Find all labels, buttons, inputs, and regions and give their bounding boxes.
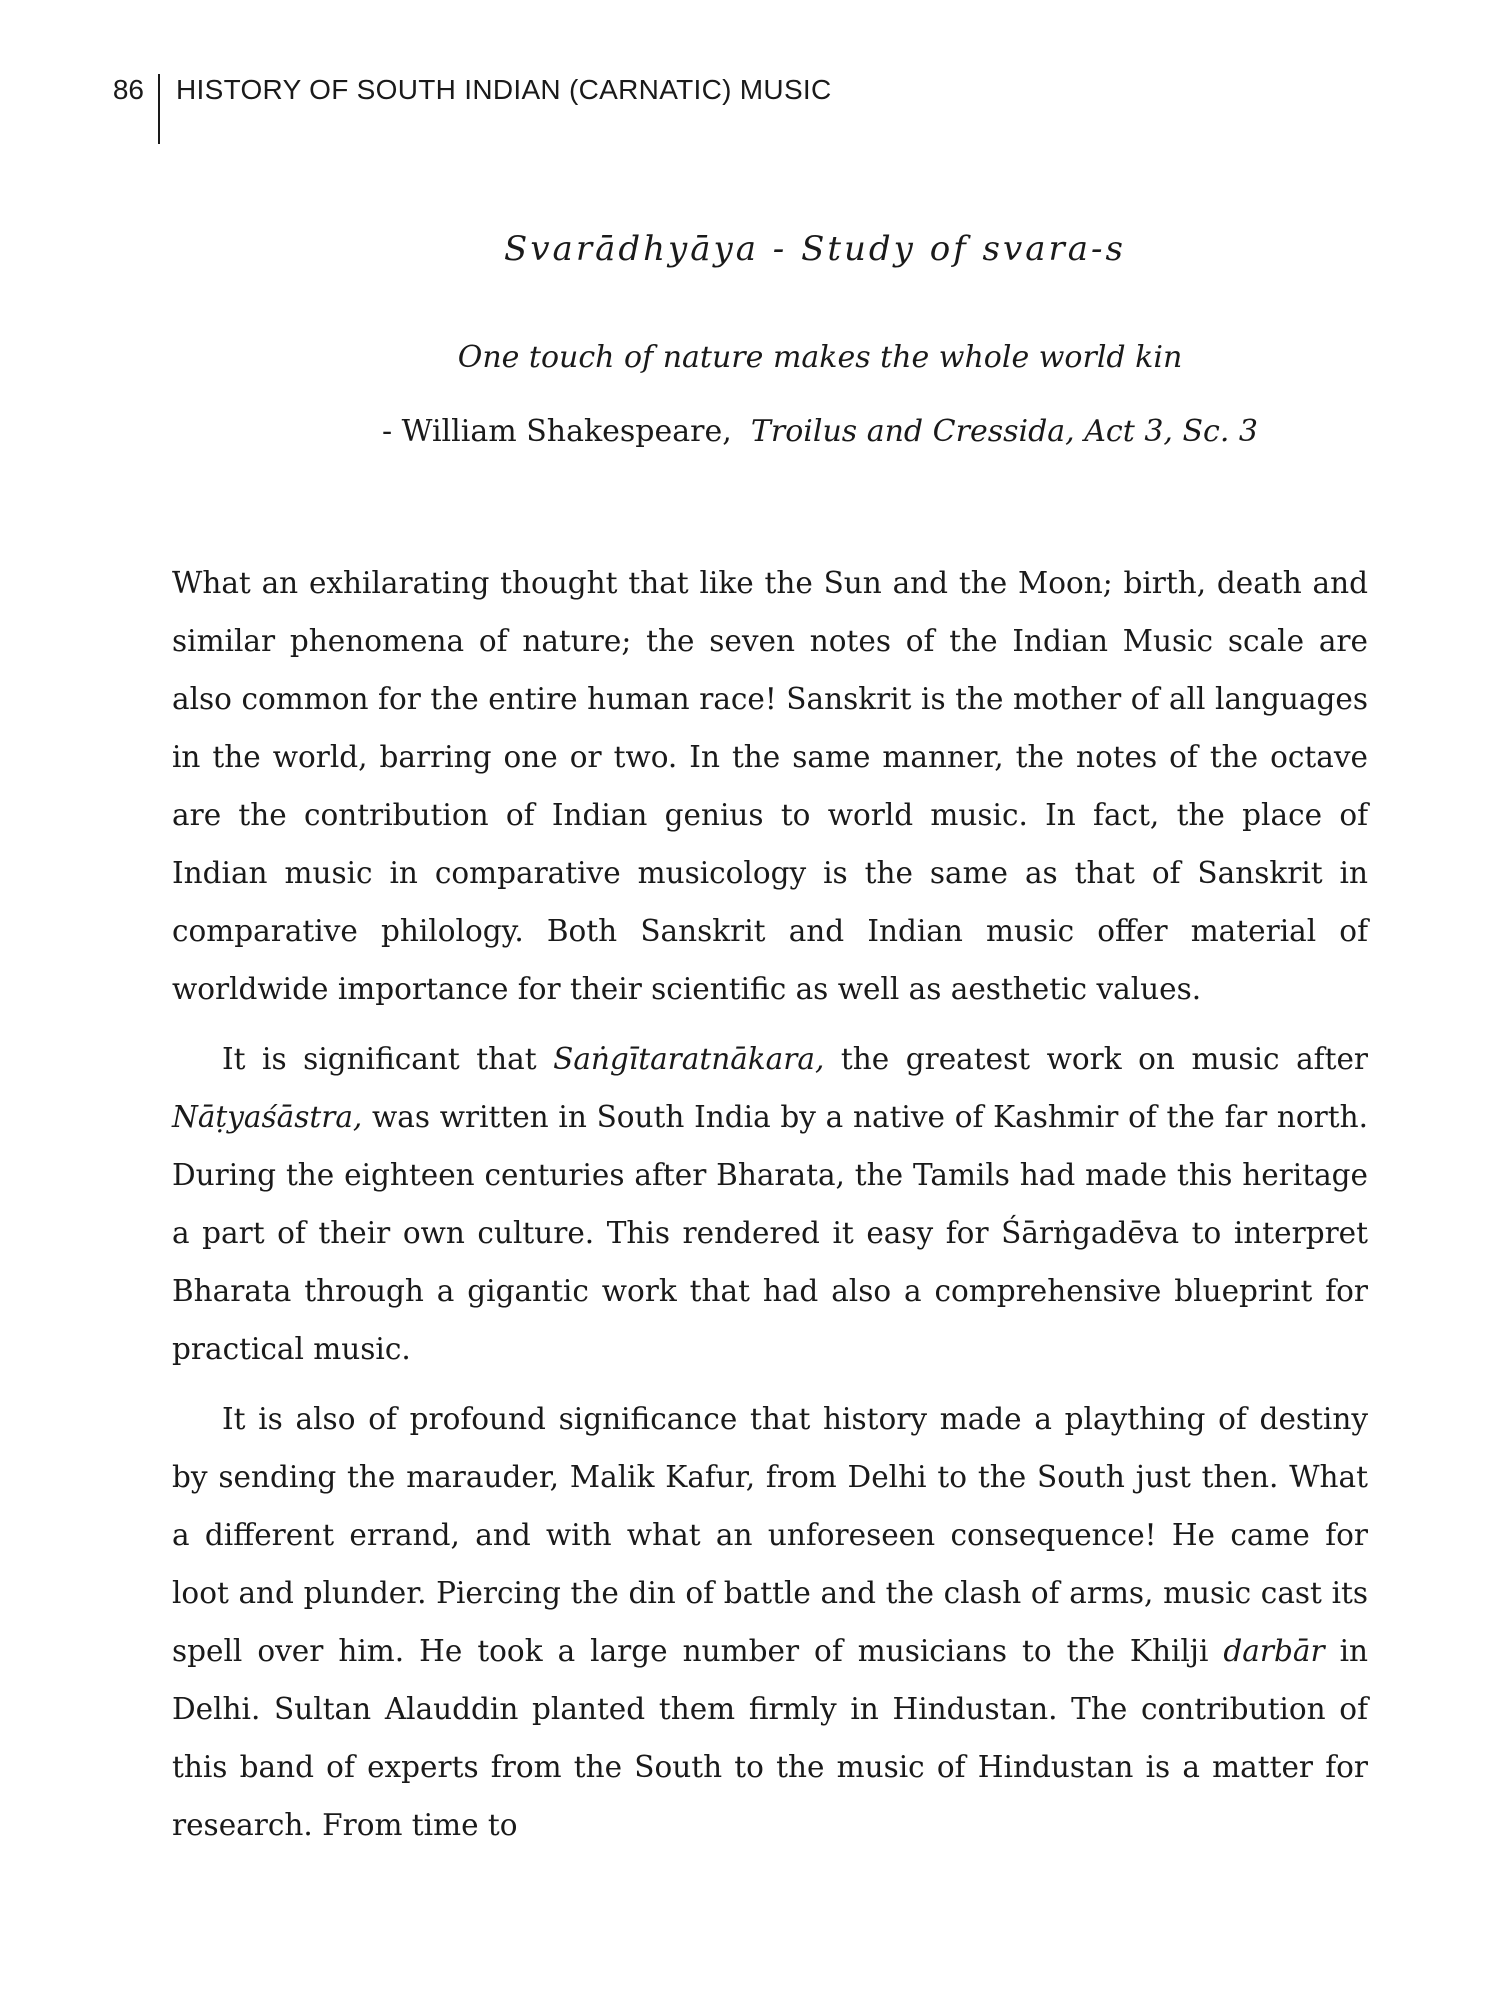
epigraph-attribution	[140, 408, 1500, 456]
body-text	[172, 554, 1368, 1854]
epigraph-quote: One touch of nature makes the whole world kin	[457, 340, 1183, 375]
epigraph-work: Troilus and Cressida, Act 3, Sc. 3	[750, 414, 1258, 449]
p2-text-c: the greatest work on music after	[824, 1042, 1369, 1076]
p2-work-sangitaratnakara: Saṅgītaratnākara,	[553, 1042, 825, 1076]
p3-text-c: in Delhi. Sultan Alauddin planted them firmly in Hindustan. The contribution of this band of experts from the South to the music of Hindustan is a matter for research. From time to	[172, 1634, 1368, 1842]
chapter-title: Svarādhyāya - Study of svara-s	[504, 229, 1126, 269]
page-number: 86	[112, 74, 144, 105]
paragraph-1: What an exhilarating thought that like the Sun and the Moon; birth, death and similar phenomena of nature; the seven notes of the Indian Music scale are also common for the entire human race! Sanskrit is the mother of all languages in the world, barring one or two. In the same manner, the notes of the octave are the contribution of Indian genius to world music. In fact, the place of Indian music in comparative musicology is the same as that of Sanskrit in comparative philology. Both Sanskrit and Indian music offer material of worldwide importance for their scientific as well as aesthetic values.	[172, 566, 1368, 1006]
epigraph	[0, 334, 1500, 456]
p2-text-e: was written in South India by a native of Kashmir of the far north. During the eighteen centuries after Bharata, the Tamils had made this heritage a part of their own culture. This rendered it easy for Śārṅgadēva to interpret Bharata through a gigantic work that had also a comprehensive blueprint for practical music.	[172, 1100, 1368, 1366]
epigraph-author: - William Shakespeare,	[381, 414, 732, 449]
p2-text-a: It is significant that	[222, 1042, 554, 1076]
paragraph-2	[172, 1030, 1368, 1378]
running-head	[104, 70, 832, 144]
p2-work-natyasastra: Nāṭyaśāstra,	[172, 1100, 363, 1134]
p3-text-a: It is also of profound significance that history made a plaything of destiny by sending the marauder, Malik Kafur, from Delhi to the South just then. What a different errand, and with what an unforeseen consequence! He came for loot and plunder. Piercing the din of battle and the clash of arms, music cast its spell over him. He took a large number of musicians to the Khilji	[172, 1402, 1368, 1668]
paragraph-3	[172, 1390, 1368, 1854]
running-title: HISTORY OF SOUTH INDIAN (CARNATIC) MUSIC	[176, 74, 832, 105]
p3-term-darbar: darbār	[1223, 1634, 1325, 1668]
